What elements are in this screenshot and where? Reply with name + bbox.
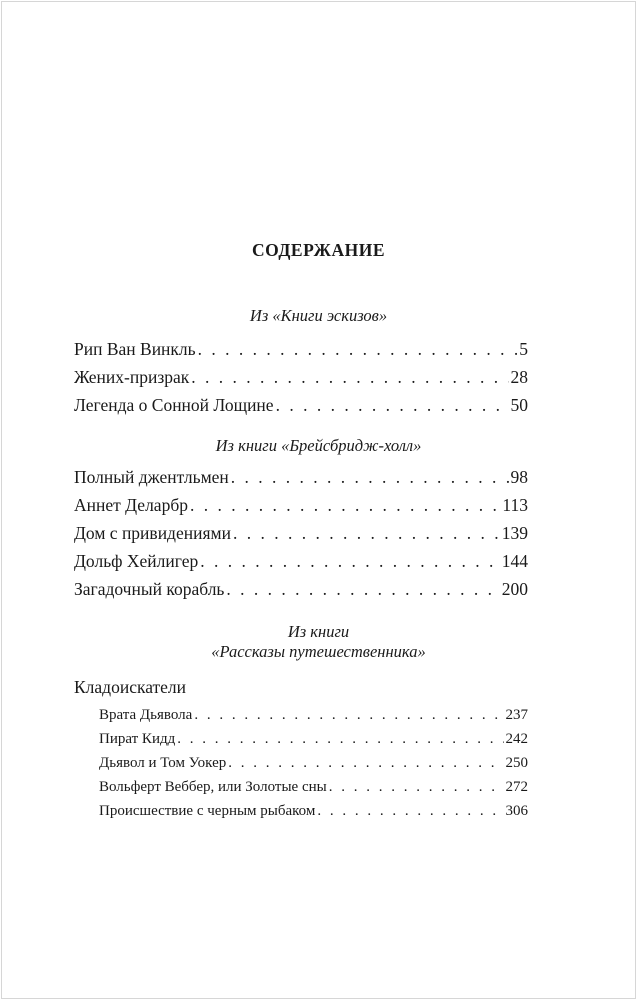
dot-leader	[198, 338, 518, 360]
dot-leader	[194, 704, 503, 726]
entry-title: Аннет Деларбр	[74, 495, 188, 515]
dot-leader	[329, 776, 504, 798]
section-heading-traveller-tales: «Рассказы путешественника»	[211, 642, 426, 661]
toc-subentry	[99, 728, 528, 750]
dot-leader	[317, 800, 503, 822]
section-heading-line1: Из книги	[287, 622, 350, 641]
toc-subentry	[99, 800, 528, 822]
entry-title: Рип Ван Винкль	[74, 339, 196, 359]
toc-entry	[74, 466, 528, 488]
entry-title: Вольферт Веббер, или Золотые сны	[99, 779, 327, 795]
entry-page: 272	[505, 779, 528, 795]
entry-title: Легенда о Сонной Лощине	[74, 395, 274, 415]
entry-title: Пират Кидд	[99, 731, 176, 747]
entry-title: Дом с привидениями	[74, 523, 231, 543]
entry-title: Дольф Хейлигер	[74, 551, 199, 571]
toc-entry	[74, 394, 528, 416]
toc-entry	[74, 338, 528, 360]
entry-page: 113	[502, 495, 528, 515]
entry-page: 144	[501, 551, 528, 571]
entry-title: Происшествие с черным рыбаком	[99, 803, 316, 819]
toc-entry	[74, 578, 528, 600]
entry-page: 237	[505, 707, 528, 723]
dot-leader	[177, 728, 503, 750]
entry-page: 200	[501, 579, 528, 599]
section-heading-bracebridge-hall: Из книги «Брейсбридж-холл»	[215, 436, 422, 455]
entry-page: 98	[510, 467, 528, 487]
toc-subentry	[99, 776, 528, 798]
toc-entry	[74, 494, 528, 516]
entry-page: 306	[505, 803, 528, 819]
entry-title: Жених-призрак	[74, 367, 190, 387]
toc-entry	[74, 366, 528, 388]
entry-title: Дьявол и Том Уокер	[99, 755, 227, 771]
entry-page: 250	[505, 755, 528, 771]
entry-title: Врата Дьявола	[99, 707, 193, 723]
entry-page: 28	[510, 367, 528, 387]
dot-leader	[233, 522, 500, 544]
entry-page: 5	[519, 339, 528, 359]
dot-leader	[226, 578, 499, 600]
dot-leader	[190, 494, 500, 516]
dot-leader	[191, 366, 508, 388]
toc-entry	[74, 550, 528, 572]
entry-page: 50	[510, 395, 528, 415]
dot-leader	[200, 550, 500, 572]
entry-page: 139	[501, 523, 528, 543]
toc-subentry	[99, 704, 528, 726]
page-title: СОДЕРЖАНИЕ	[251, 240, 385, 260]
dot-leader	[231, 466, 509, 488]
dot-leader	[276, 394, 509, 416]
toc-subentry	[99, 752, 528, 774]
group-label-treasure-hunters: Кладоискатели	[74, 677, 187, 697]
dot-leader	[228, 752, 503, 774]
toc-entry	[74, 522, 528, 544]
section-heading-sketch-book: Из «Книги эскизов»	[249, 306, 388, 325]
entry-title: Полный джентльмен	[74, 467, 229, 487]
entry-title: Загадочный корабль	[74, 579, 225, 599]
entry-page: 242	[505, 731, 528, 747]
